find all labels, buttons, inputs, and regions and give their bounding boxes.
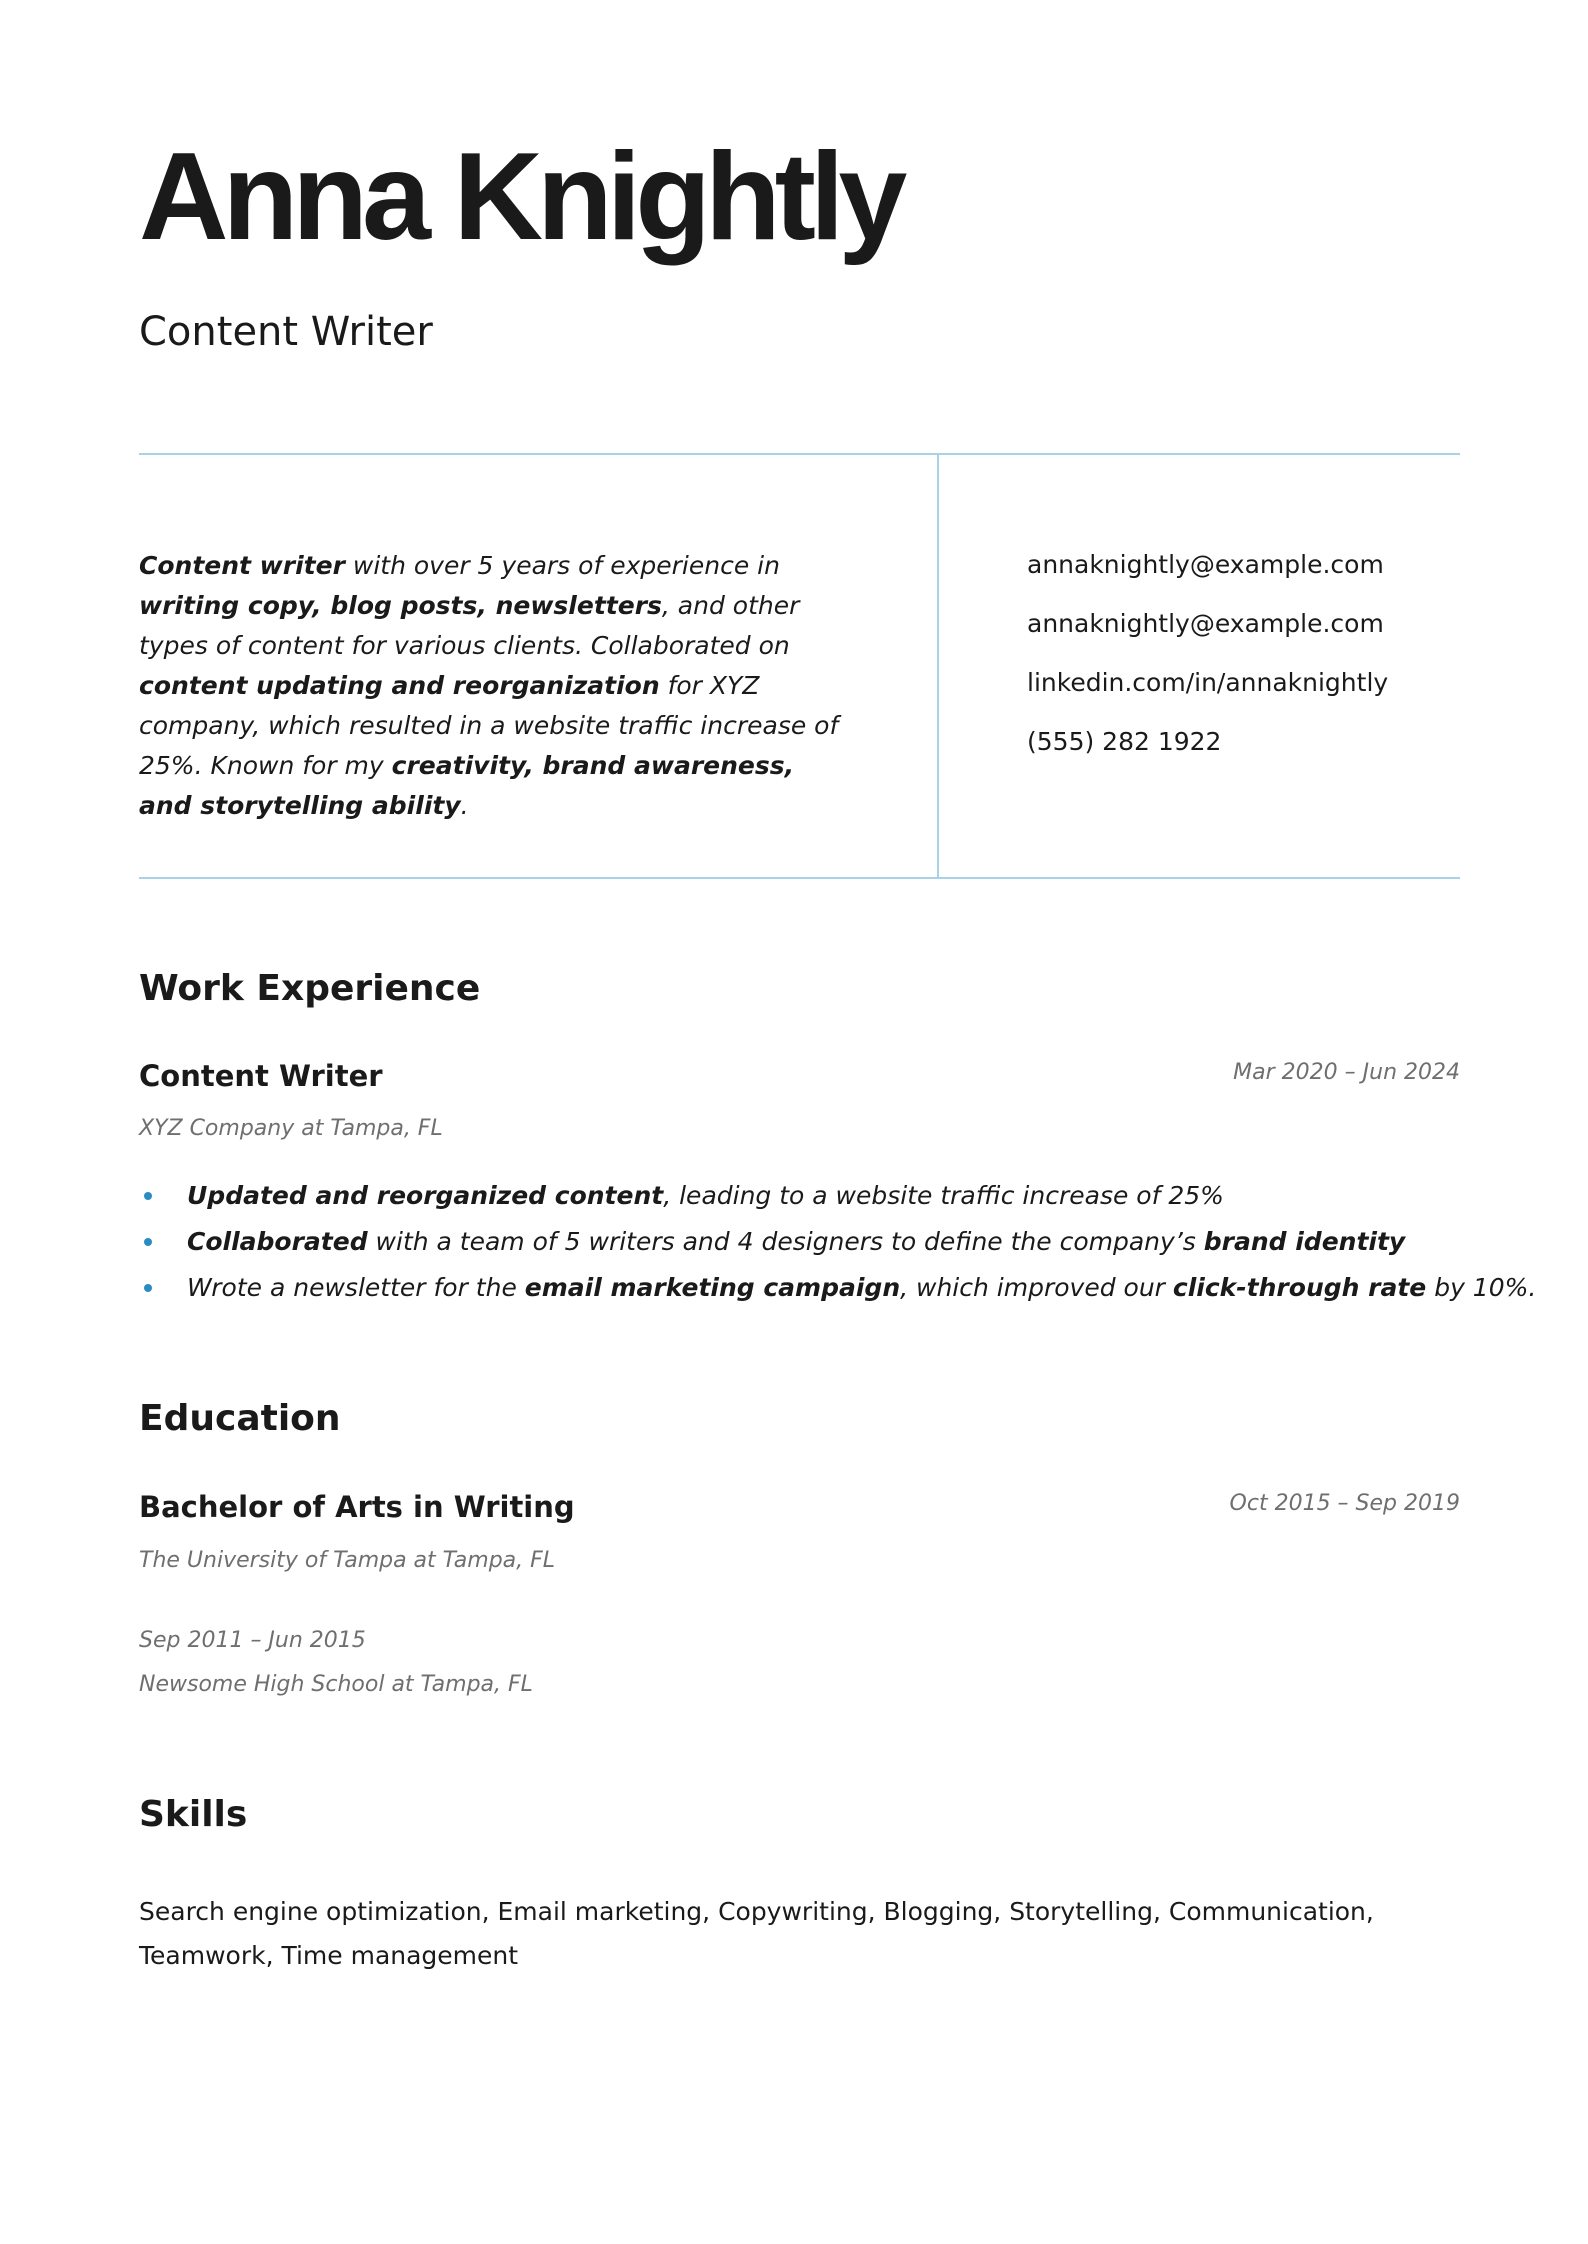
candidate-role: Content Writer: [139, 309, 433, 355]
highschool-school: Newsome High School at Tampa, FL: [139, 1672, 533, 1697]
contact-linkedin[interactable]: linkedin.com/in/annaknightly: [1027, 668, 1389, 697]
emphasis-text: click-through rate: [1172, 1273, 1427, 1302]
job-bullet: [139, 1176, 1536, 1222]
job-bullet: [139, 1222, 1536, 1268]
plain-text: Wrote a newsletter for the: [187, 1273, 525, 1302]
job-company: XYZ Company at Tampa, FL: [139, 1116, 443, 1141]
plain-text: , leading to a website traffic increase of 25%: [663, 1181, 1224, 1210]
profile-summary: [139, 546, 849, 826]
degree-dates: Oct 2015 – Sep 2019: [1229, 1491, 1460, 1516]
emphasis-text: brand identity: [1203, 1227, 1406, 1256]
contact-list: [1027, 548, 1388, 784]
section-title-work: Work Experience: [139, 968, 481, 1009]
plain-text: .: [460, 791, 469, 820]
plain-text: by 10%.: [1426, 1273, 1537, 1302]
contact-phone[interactable]: (555) 282 1922: [1027, 727, 1222, 756]
contact-email-secondary[interactable]: annaknightly@example.com: [1027, 609, 1384, 638]
section-title-skills: Skills: [139, 1794, 248, 1835]
job-bullet-text: [187, 1227, 1405, 1256]
plain-text: , which improved our: [900, 1273, 1173, 1302]
bullet-dot: [144, 1192, 152, 1200]
emphasis-text: Updated and reorganized content: [187, 1181, 664, 1210]
divider-bottom: [139, 877, 1460, 879]
bullet-dot: [144, 1238, 152, 1246]
emphasis-text: Collaborated: [187, 1227, 368, 1256]
job-bullets: [139, 1176, 1536, 1314]
degree-title: Bachelor of Arts in Writing: [139, 1490, 575, 1524]
highschool-dates: Sep 2011 – Jun 2015: [139, 1628, 366, 1653]
emphasis-text: email marketing campaign: [524, 1273, 901, 1302]
skills-list: Search engine optimization, Email marketing, Copywriting, Blogging, Storytelling, Communication, Teamwork, Time management: [139, 1897, 1374, 1970]
divider-top: [139, 453, 1460, 455]
job-bullet-text: [187, 1181, 1224, 1210]
emphasis-text: writing copy, blog posts, newsletters: [139, 591, 662, 620]
job-dates: Mar 2020 – Jun 2024: [1233, 1060, 1460, 1085]
emphasis-text: Content writer: [139, 551, 345, 580]
divider-vertical: [937, 454, 939, 878]
emphasis-text: content updating and reorganization: [139, 671, 660, 700]
job-title: Content Writer: [139, 1059, 383, 1093]
plain-text: , and other types of content for various clients. Collaborated on: [139, 591, 800, 660]
degree-school: The University of Tampa at Tampa, FL: [139, 1548, 556, 1573]
emphasis-text: creativity, brand awareness, and storytelling ability: [139, 751, 795, 820]
bullet-dot: [144, 1284, 152, 1292]
job-bullet-text: [187, 1273, 1536, 1302]
section-title-education: Education: [139, 1398, 341, 1439]
plain-text: with a team of 5 writers and 4 designers to define the company’s: [367, 1227, 1204, 1256]
plain-text: for XYZ company, which resulted in a website traffic increase of 25%. Known for my: [139, 671, 839, 780]
candidate-name: Anna Knightly: [139, 128, 902, 266]
contact-email[interactable]: annaknightly@example.com: [1027, 550, 1384, 579]
plain-text: with over 5 years of experience in: [344, 551, 780, 580]
job-bullet: [139, 1268, 1536, 1314]
